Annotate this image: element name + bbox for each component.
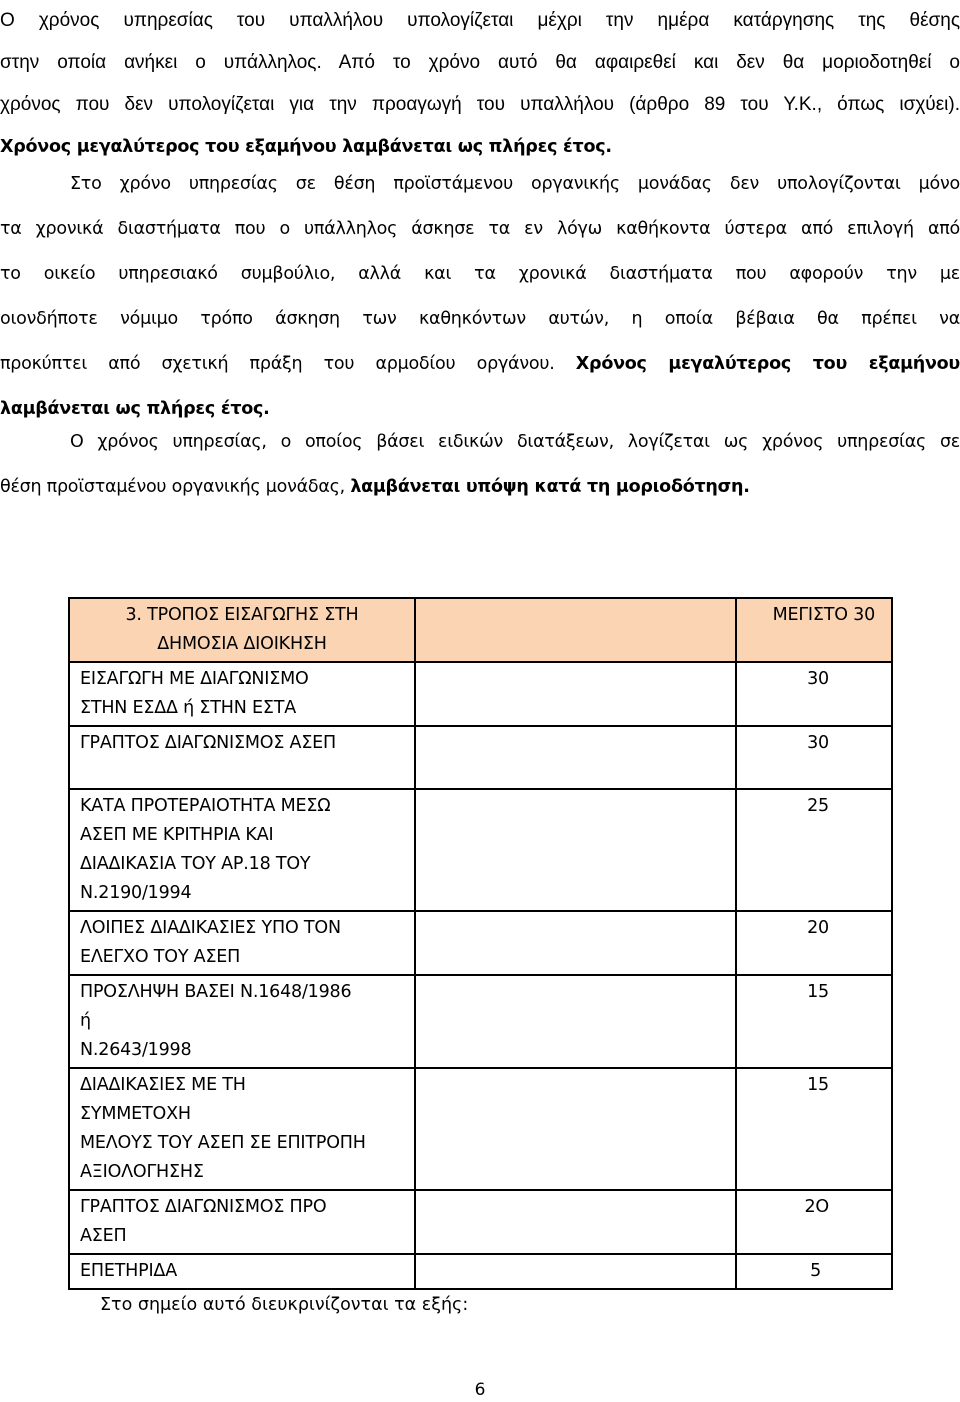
header-title-line: 3. ΤΡΟΠΟΣ ΕΙΣΑΓΩΓΗΣ ΣΤΗ [125,605,359,625]
text-line: Ο χρόνος υπηρεσίας του υπαλλήλου υπολογίζεται μέχρι την ημέρα κατάργησης της θέσης [0,10,960,31]
empty-cell [415,975,736,1068]
score-cell: 5 [736,1254,892,1289]
method-line: ΣΥΜΜΕΤΟΧΗ [80,1104,191,1124]
method-line: ΔΙΑΔΙΚΑΣΙΕΣ ΜΕ ΤΗ [80,1075,246,1095]
method-line: ΚΑΤΑ ΠΡΟΤΕΡΑΙΟΤΗΤΑ ΜΕΣΩ [80,796,331,816]
table-row [69,662,892,726]
method-cell [69,662,415,726]
empty-cell [415,789,736,911]
paragraph-service-time [0,0,960,168]
table-row [69,975,892,1068]
table-header-row [69,598,892,662]
text-segment: προκύπτει από σχετική πράξη του αρμοδίου οργάνου. [0,354,555,374]
table-row [69,1190,892,1254]
bold-rule-line: Χρόνος μεγαλύτερος του εξαμήνου λαμβάνεται ως πλήρες έτος. [0,137,612,157]
empty-cell [415,662,736,726]
score-cell: 15 [736,1068,892,1190]
empty-cell [415,1068,736,1190]
method-line: ΜΕΛΟΥΣ ΤΟΥ ΑΣΕΠ ΣΕ ΕΠΙΤΡΟΠΗ [80,1133,366,1153]
score-cell: 2Ο [736,1190,892,1254]
empty-cell [415,726,736,789]
method-line: ΠΡΟΣΛΗΨΗ ΒΑΣΕΙ Ν.1648/1986 [80,982,352,1002]
page-number: 6 [474,1380,486,1400]
bold-segment: Χρόνος μεγαλύτερος του εξαμήνου [575,354,960,374]
method-line: ΑΣΕΠ [80,1226,127,1246]
method-line: ΑΞΙΟΛΟΓΗΣΗΣ [80,1162,204,1182]
method-line: ΓΡΑΠΤΟΣ ΔΙΑΓΩΝΙΣΜΟΣ ΑΣΕΠ [80,733,336,753]
header-max-cell: ΜΕΓΙΣΤΟ 30 [736,598,892,662]
score-cell: 15 [736,975,892,1068]
table-row [69,789,892,911]
table-row [69,1254,892,1289]
method-cell [69,911,415,975]
method-line: ΛΟΙΠΕΣ ΔΙΑΔΙΚΑΣΙΕΣ ΥΠΟ ΤΟΝ [80,918,341,938]
empty-cell [415,911,736,975]
text-line: στην οποία ανήκει ο υπάλληλος. Από το χρόνο αυτό θα αφαιρεθεί και δεν θα μοριοδοτηθεί ο [0,52,960,73]
text-line [0,342,960,387]
header-title-line: ΔΗΜΟΣΙΑ ΔΙΟΙΚΗΣΗ [157,634,327,654]
text-segment: θέση προϊσταμένου οργανικής μονάδας, [0,477,345,497]
table-row [69,1068,892,1190]
method-line: ΑΣΕΠ ΜΕ ΚΡΙΤΗΡΙΑ ΚΑΙ [80,825,274,845]
score-cell: 30 [736,662,892,726]
method-line: ή [80,1011,91,1031]
method-cell [69,726,415,789]
paragraph-head-of-unit [0,162,960,432]
text-line: το οικείο υπηρεσιακό συμβούλιο, αλλά και τα χρονικά διαστήματα που αφορούν την με [0,264,960,284]
score-cell: 20 [736,911,892,975]
table-row [69,726,892,789]
method-line: ΓΡΑΠΤΟΣ ΔΙΑΓΩΝΙΣΜΟΣ ΠΡΟ [80,1197,327,1217]
text-line: Ο χρόνος υπηρεσίας, ο οποίος βάσει ειδικών διατάξεων, λογίζεται ως χρόνος υπηρεσίας σε [70,432,960,452]
method-line: ΕΠΕΤΗΡΙΔΑ [80,1261,177,1281]
method-line: ΣΤΗΝ ΕΣΔΔ ή ΣΤΗΝ ΕΣΤΑ [80,698,296,718]
entry-method-table [68,597,891,1290]
clarification-note: Στο σημείο αυτό διευκρινίζονται τα εξής: [100,1295,469,1315]
score-cell: 25 [736,789,892,911]
score-cell: 30 [736,726,892,789]
text-line [0,465,960,510]
empty-cell [415,1254,736,1289]
method-line: ΕΙΣΑΓΩΓΗ ΜΕ ΔΙΑΓΩΝΙΣΜΟ [80,669,309,689]
method-cell [69,1254,415,1289]
scoring-table [68,597,893,1290]
text-line: Στο χρόνο υπηρεσίας σε θέση προϊστάμενου οργανικής μονάδας δεν υπολογίζονται μόνο [70,174,960,194]
method-line: ΔΙΑΔΙΚΑΣΙΑ ΤΟΥ ΑΡ.18 ΤΟΥ [80,854,311,874]
table-row [69,911,892,975]
method-line: Ν.2190/1994 [80,883,192,903]
method-line: Ν.2643/1998 [80,1040,192,1060]
text-line: τα χρονικά διαστήματα που ο υπάλληλος άσκησε τα εν λόγω καθήκοντα ύστερα από επιλογή από [0,219,960,239]
empty-cell [415,1190,736,1254]
header-title-cell [69,598,415,662]
paragraph-special-provisions [0,420,960,510]
bold-rule-line: λαμβάνεται ως πλήρες έτος. [0,399,270,419]
method-cell [69,789,415,911]
text-line: οιονδήποτε νόμιμο τρόπο άσκηση των καθηκόντων αυτών, η οποία βέβαια θα πρέπει να [0,309,960,329]
header-empty-cell [415,598,736,662]
bold-segment: λαμβάνεται υπόψη κατά τη μοριοδότηση. [350,477,750,497]
method-cell [69,1068,415,1190]
text-line: χρόνος που δεν υπολογίζεται για την προαγωγή του υπαλλήλου (άρθρο 89 του Υ.Κ., όπως ισχύει). [0,94,960,115]
method-cell [69,1190,415,1254]
method-line: ΕΛΕΓΧΟ ΤΟΥ ΑΣΕΠ [80,947,241,967]
method-cell [69,975,415,1068]
